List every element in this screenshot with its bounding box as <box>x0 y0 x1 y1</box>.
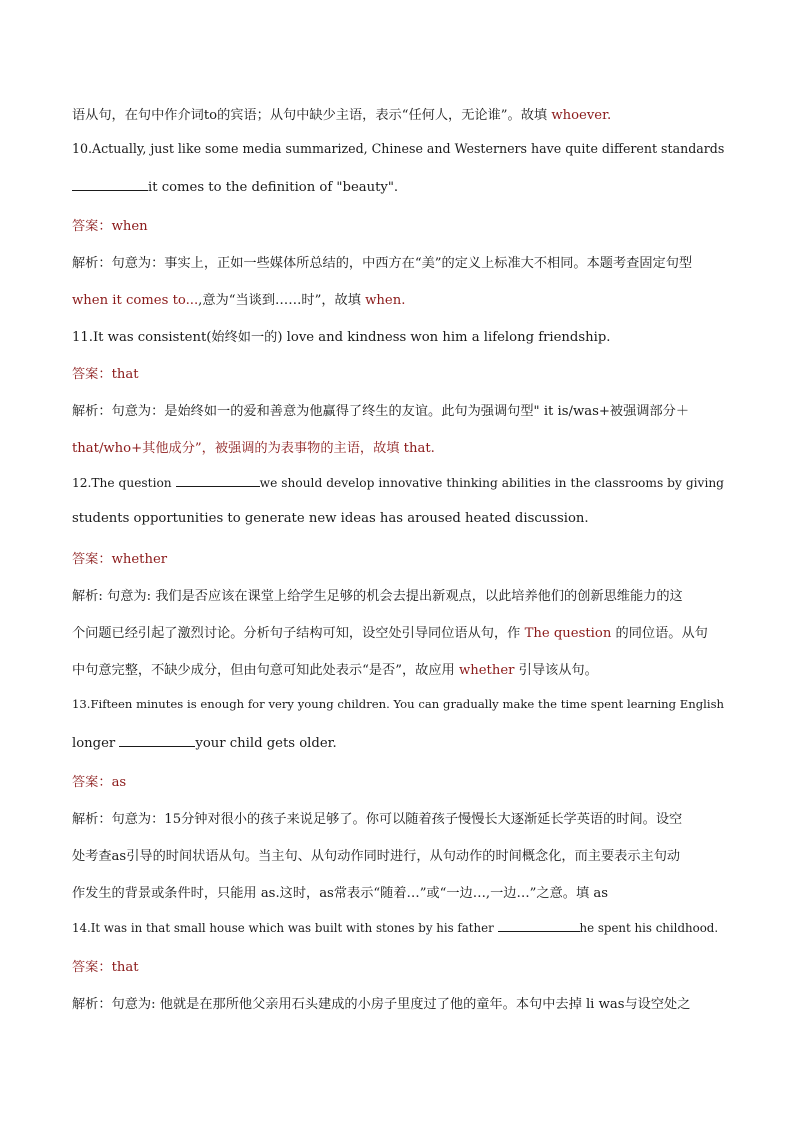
fill-blank[interactable] <box>498 919 580 932</box>
fill-blank[interactable] <box>176 474 260 487</box>
analysis-line: 解析：句意为：是始终如一的爱和善意为他赢得了终生的友谊。此句为强调句型" it is/was+被强调部分＋ <box>72 404 690 419</box>
analysis-line: 处考查as引导的时间状语从句。当主句、从句动作同时进行，从句动作的时间概念化，而主要表示主句动 <box>72 849 681 864</box>
question-12-line-2: students opportunities to generate new ideas has aroused heated discussion. <box>72 511 589 526</box>
answer-line: 答案：as <box>72 775 127 790</box>
analysis-line: when it comes to...,意为“当谈到……时”，故填 when. <box>72 293 406 308</box>
answer-word: whoever. <box>551 108 612 123</box>
text-line <box>72 104 724 123</box>
analysis-line: that/who+其他成分”，被强调的为表事物的主语，故填 that. <box>72 441 435 456</box>
analysis-line: 个问题已经引起了激烈讨论。分析句子结构可知，设空处引导同位语从句，作 The question 的同位语。从句 <box>72 626 708 641</box>
question-14-line: 14.It was in that small house which was built with stones by his father he spent his childhood. <box>72 921 719 935</box>
analysis-line: 解析: 句意为: 我们是否应该在课堂上给学生足够的机会去提出新观点，以此培养他们的创新思维能力的这 <box>72 589 683 604</box>
question-12-line-1: 12.The question we should develop innovative thinking abilities in the classrooms by giving <box>72 476 724 490</box>
analysis-line: 解析：句意为：事实上，正如一些媒体所总结的，中西方在“美”的定义上标准大不相同。本题考查固定句型 <box>72 256 693 271</box>
analysis-line: 作发生的背景或条件时，只能用 as.这时，as常表示“随着…”或“一边…,一边…”之意。填 as <box>72 886 608 901</box>
analysis-text: 语从句，在句中作介词to的宾语；从句中缺少主语，表示“任何人，无论谁”。故填 <box>72 108 548 123</box>
analysis-line: 解析：句意为：15分钟对很小的孩子来说足够了。你可以随着孩子慢慢长大逐渐延长学英语的时间。设空 <box>72 812 683 827</box>
question-13-line-1: 13.Fifteen minutes is enough for very young children. You can gradually make the time spent learning English <box>72 697 724 711</box>
answer-line: 答案：that <box>72 960 139 975</box>
question-10-line-1: 10.Actually, just like some media summarized, Chinese and Westerners have quite different standards <box>72 141 725 156</box>
analysis-line: 中句意完整，不缺少成分，但由句意可知此处表示“是否”，故应用 whether 引导该从句。 <box>72 663 598 678</box>
question-11-line: 11.It was consistent(始终如一的) love and kindness won him a lifelong friendship. <box>72 330 611 345</box>
analysis-line: 解析：句意为: 他就是在那所他父亲用石头建成的小房子里度过了他的童年。本句中去掉 li was与设空处之 <box>72 997 691 1012</box>
fill-blank[interactable] <box>119 734 195 747</box>
fill-blank[interactable] <box>72 178 148 191</box>
question-10-line-2: it comes to the definition of "beauty". <box>72 178 724 195</box>
answer-line: 答案：that <box>72 367 139 382</box>
answer-line: 答案：when <box>72 219 148 234</box>
question-13-line-2: longer your child gets older. <box>72 736 337 751</box>
answer-line: 答案：whether <box>72 552 168 567</box>
